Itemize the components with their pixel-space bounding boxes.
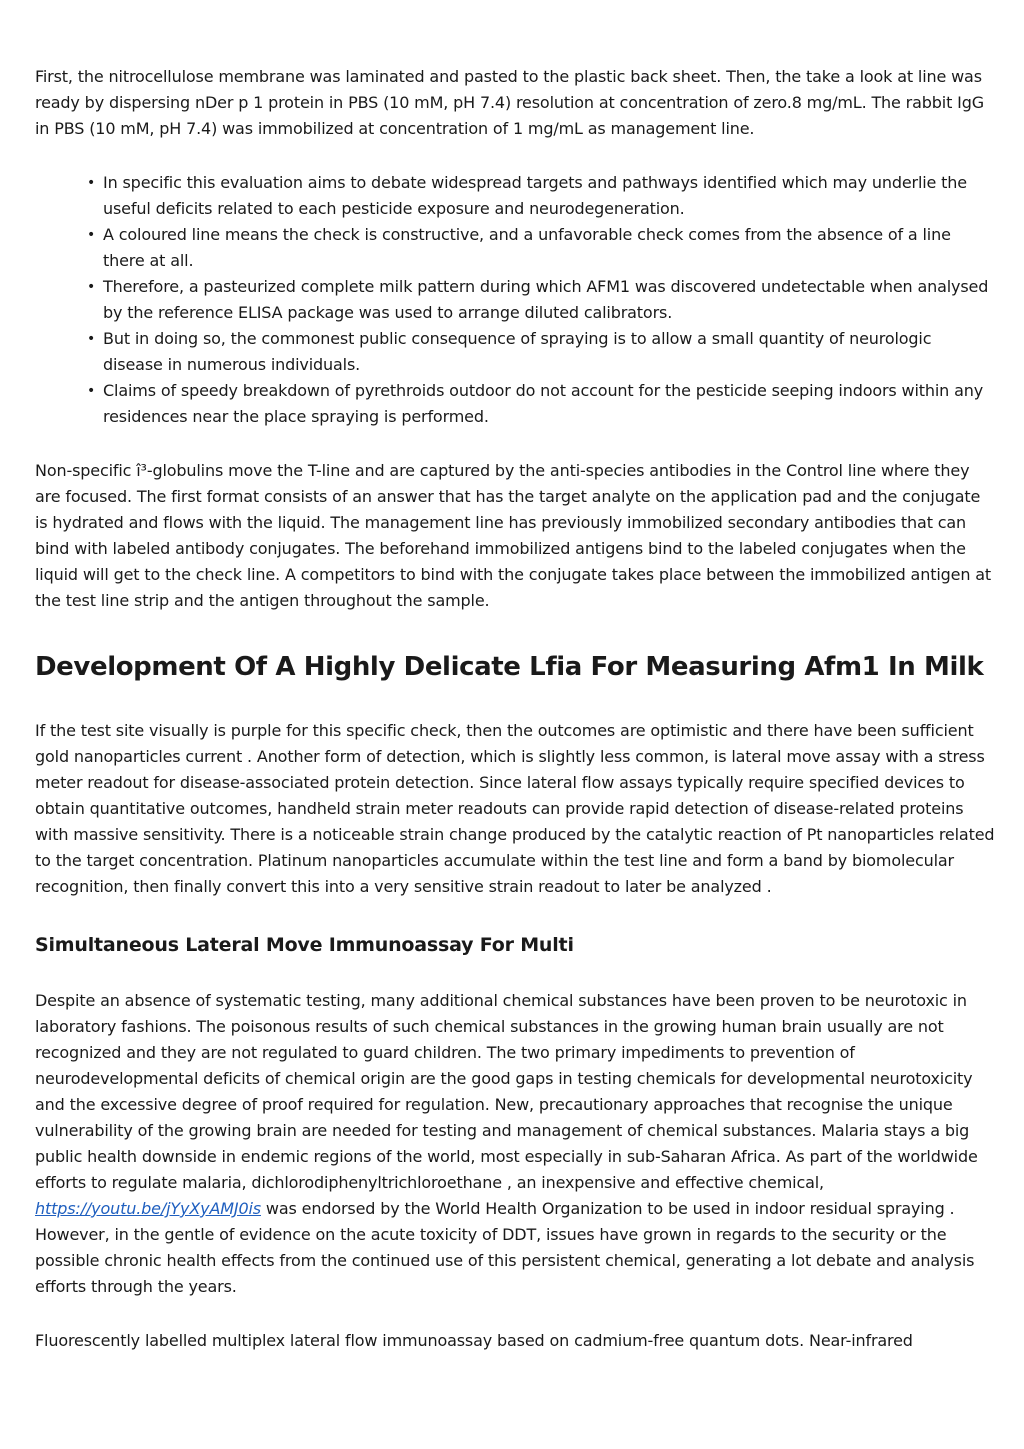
neurotoxicity-paragraph xyxy=(35,988,995,1300)
list-item-text: Claims of speedy breakdown of pyrethroids outdoor do not account for the pesticide seeping indoors within any residences near the place spraying is performed. xyxy=(103,381,984,426)
nonspecific-paragraph: Non-specific î³-globulins move the T-line and are captured by the anti-species antibodies in the Control line where they are focused. The first format consists of an answer that has the target analyte on the application pad and the conjugate is hydrated and flows with the liquid. The management line has previously immobilized secondary antibodies that can bind with labeled antibody conjugates. The beforehand immobilized antigens bind to the labeled conjugates when the liquid will get to the check line. A competitors to bind with the conjugate takes place between the immobilized antigen at the test line strip and the antigen throughout the sample. xyxy=(35,461,992,610)
list-item-text: Therefore, a pasteurized complete milk pattern during which AFM1 was discovered undetectable when analysed by the reference ELISA package was used to arrange diluted calibrators. xyxy=(103,277,989,322)
bullet-marker: • xyxy=(87,331,96,347)
detection-paragraph: If the test site visually is purple for this specific check, then the outcomes are optimistic and there have been sufficient gold nanoparticles current . Another form of detection, which is slightly less common, is lateral move assay with a stress meter readout for disease-associated protein detection. Since lateral flow assays typically require specified devices to obtain quantitative outcomes, handheld strain meter readouts can provide rapid detection of disease-related proteins with massive sensitivity. There is a noticeable strain change produced by the catalytic reaction of Pt nanoparticles related to the target concentration. Platinum nanoparticles accumulate within the test line and form a band by biomolecular recognition, then finally convert this into a very sensitive strain readout to later be analyzed . xyxy=(35,721,995,896)
fluorescent-paragraph: Fluorescently labelled multiplex lateral flow immunoassay based on cadmium-free quantum dots. Near-infrared xyxy=(35,1331,913,1350)
list-item xyxy=(87,274,995,326)
bullet-marker: • xyxy=(87,383,96,399)
list-item xyxy=(87,326,995,378)
bullet-marker: • xyxy=(87,279,96,295)
list-item xyxy=(87,222,995,274)
list-item-text: A coloured line means the check is constructive, and a unfavorable check comes from the absence of a line there at all. xyxy=(103,225,951,270)
paragraph-text: was endorsed by the World Health Organization to be used in indoor residual spraying . However, in the gentle of evidence on the acute toxicity of DDT, issues have grown in regards to the security or the possible chronic health effects from the continued use of this persistent chemical, generating a lot debate and analysis efforts through the years. xyxy=(35,1199,975,1296)
bullet-marker: • xyxy=(87,227,96,243)
article-body xyxy=(35,64,995,1354)
youtube-link[interactable]: https://youtu.be/jYyXyAMJ0is xyxy=(35,1199,261,1218)
intro-paragraph: First, the nitrocellulose membrane was laminated and pasted to the plastic back sheet. Then, the take a look at line was ready by dispersing nDer p 1 protein in PBS (10 mM, pH 7.4) resolution at concentration of zero.8 mg/mL. The rabbit IgG in PBS (10 mM, pH 7.4) was immobilized at concentration of 1 mg/mL as management line. xyxy=(35,67,984,138)
bullet-marker: • xyxy=(87,175,96,191)
list-item xyxy=(87,170,995,222)
paragraph-text: Despite an absence of systematic testing, many additional chemical substances have been proven to be neurotoxic in laboratory fashions. The poisonous results of such chemical substances in the growing human brain usually are not recognized and they are not regulated to guard children. The two primary impediments to prevention of neurodevelopmental deficits of chemical origin are the good gaps in testing chemicals for developmental neurotoxicity and the excessive degree of proof required for regulation. New, precautionary approaches that recognise the unique vulnerability of the growing brain are needed for testing and management of chemical substances. Malaria stays a big public health downside in endemic regions of the world, most especially in sub-Saharan Africa. As part of the worldwide efforts to regulate malaria, dichlorodiphenyltrichloroethane , an inexpensive and effective chemical, xyxy=(35,991,978,1192)
list-item-text: In specific this evaluation aims to debate widespread targets and pathways identified which may underlie the useful deficits related to each pesticide exposure and neurodegeneration. xyxy=(103,173,967,218)
section-heading: Development Of A Highly Delicate Lfia For Measuring Afm1 In Milk xyxy=(35,652,984,682)
list-item xyxy=(87,378,995,430)
bullet-list xyxy=(35,170,995,430)
subsection-heading: Simultaneous Lateral Move Immunoassay For Multi xyxy=(35,934,574,956)
list-item-text: But in doing so, the commonest public consequence of spraying is to allow a small quantity of neurologic disease in numerous individuals. xyxy=(103,329,932,374)
